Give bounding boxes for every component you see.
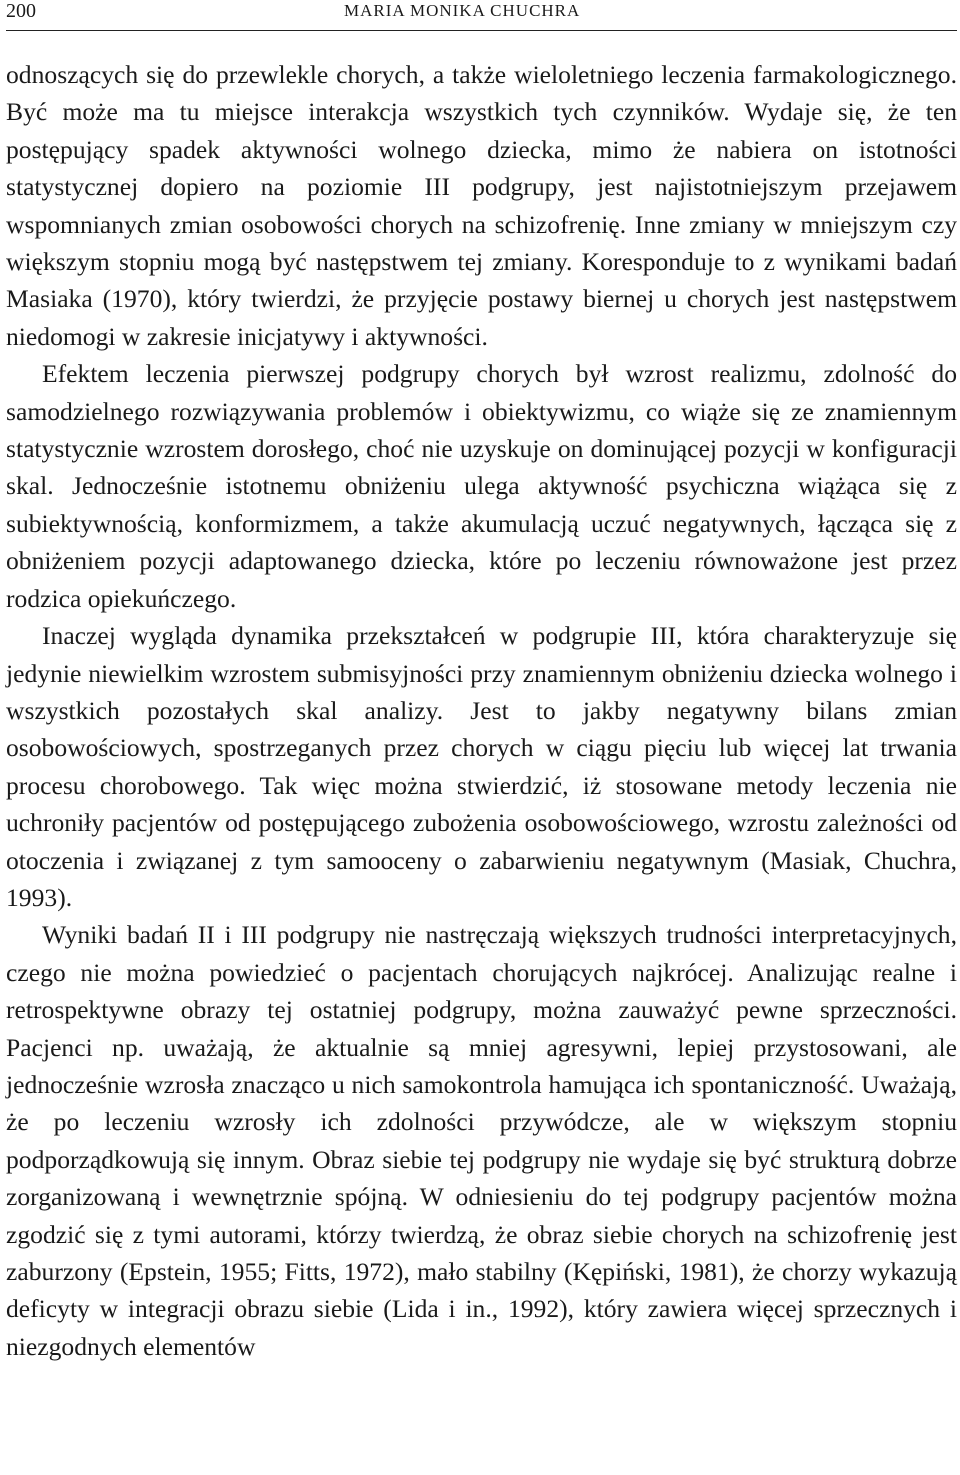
body-text <box>6 56 957 1365</box>
document-page <box>6 0 957 1361</box>
paragraph-2: Efektem leczenia pierwszej podgrupy chorych był wzrost realizmu, zdolność do samodzielnego rozwiązywania problemów i obiektywizmu, co wiąże się ze znamiennym statystycznie wzrostem dorosłego, choć nie uzyskuje on dominującej pozycji w konfiguracji skal. Jednocześnie istotnemu obniżeniu ulega aktywność psychiczna wiążąca się z subiektywnością, konformizmem, a także akumulacją uczuć negatywnych, łącząca się z obniżeniem pozycji adaptowanego dziecka, które po leczeniu równoważone jest przez rodzica opiekuńczego. <box>6 359 957 613</box>
paragraph-4: Wyniki badań II i III podgrupy nie nastręczają większych trudności interpretacyjnych, czego nie można powiedzieć o pacjentach chorujących najkrócej. Analizując realne i retrospektywne obrazy tej ostatniej podgrupy, można zauważyć pewne sprzeczności. Pacjenci np. uważają, że aktualnie są mniej agresywni, lepiej przystosowani, ale jednocześnie wzrosła znacząco u nich samokontrola hamująca ich spontaniczność. Uważają, że po leczeniu wzrosły ich zdolności przywódcze, ale w większym stopniu podporządkowują się innym. Obraz siebie tej podgrupy nie wydaje się być strukturą dobrze zorganizowaną i wewnętrznie spójną. W odniesieniu do tej podgrupy pacjentów można zgodzić się z tymi autorami, którzy twierdzą, że obraz siebie chorych na schizofrenię jest zaburzony (Epstein, 1955; Fitts, 1972), mało stabilny (Kępiński, 1981), że chorzy wykazują deficyty w integracji obrazu siebie (Lida i in., 1992), który zawiera więcej sprzecznych i niezgodnych elementów <box>6 920 957 1361</box>
page-number: 200 <box>6 0 36 22</box>
page-header <box>6 0 957 31</box>
running-head: MARIA MONIKA CHUCHRA <box>344 1 581 20</box>
paragraph-3: Inaczej wygląda dynamika przekształceń w podgrupie III, która charakteryzuje się jedynie niewielkim wzrostem submisyjności przy znamiennym obniżeniu dziecka wolnego i wszystkich pozostałych skal analizy. Jest to jakby negatywny bilans zmian osobowościowych, spostrzeganych przez chorych w ciągu pięciu lub więcej lat trwania procesu chorobowego. Tak więc można stwierdzić, iż stosowane metody leczenia nie uchroniły pacjentów od postępującego zubożenia osobowościowego, wzrostu zależności od otoczenia i związanej z tym samooceny o zabarwieniu negatywnym (Masiak, Chuchra, 1993). <box>6 621 957 912</box>
paragraph-1: odnoszących się do przewlekle chorych, a także wieloletniego leczenia farmakologicznego. Być może ma tu miejsce interakcja wszystkich tych czynników. Wydaje się, że ten postępujący spadek aktywności wolnego dziecka, mimo że nabiera on istotności statystycznej dopiero na poziomie III podgrupy, jest najistotniejszym przejawem wspomnianych zmian osobowości chorych na schizofrenię. Inne zmiany w mniejszym czy większym stopniu mogą być następstwem tej zmiany. Koresponduje to z wynikami badań Masiaka (1970), który twierdzi, że przyjęcie postawy biernej u chorych jest następstwem niedomogi w zakresie inicjatywy i aktywności. <box>6 60 957 351</box>
